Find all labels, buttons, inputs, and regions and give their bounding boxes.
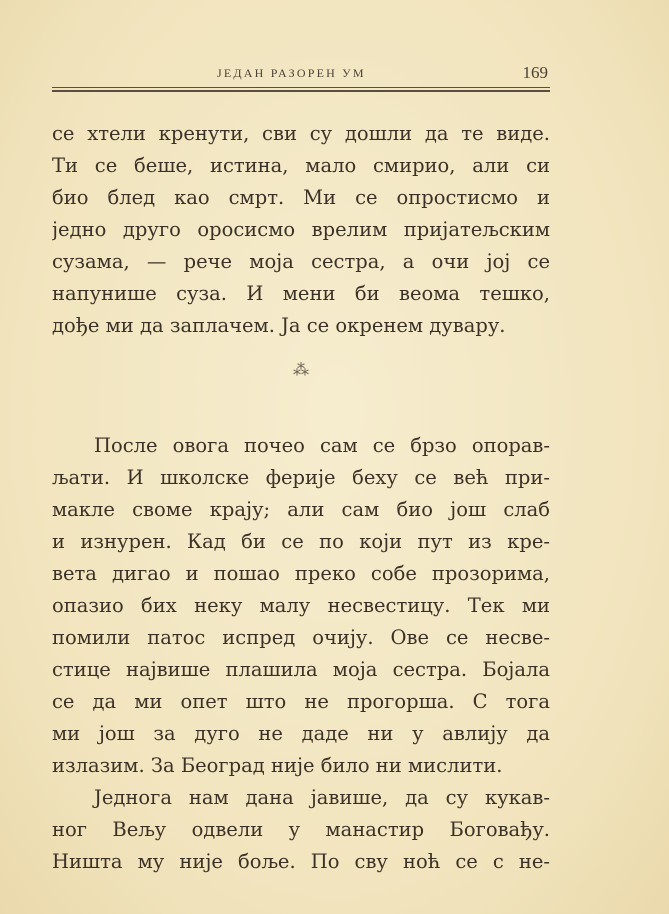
- section-separator: ⁂: [293, 360, 309, 379]
- text-line: ног Вељу одвели у манастир Боговађу.: [52, 818, 550, 841]
- text-line: сузама, — рече моја сестра, а очи јој се: [52, 250, 550, 273]
- text-line: вета дигао и пошао преко собе прозорима,: [52, 562, 550, 585]
- text-line: помили патос испред очију. Ове се несве-: [52, 626, 550, 649]
- paragraph-continued: [52, 118, 550, 342]
- text-line: опазио бих неку малу несвестицу. Тек ми: [52, 594, 550, 617]
- page-number: 169: [522, 63, 548, 82]
- running-title: ЈЕДАН РАЗОРЕН УМ: [217, 66, 366, 80]
- text-line: стице највише плашила моја сестра. Бојала: [52, 658, 550, 681]
- text-line: једно друго оросисмо врелим пријатељским: [52, 218, 550, 241]
- text-line: био блед као смрт. Ми се опростисмо и: [52, 186, 550, 209]
- text-line: се хтели кренути, сви су дошли да те виде.: [52, 122, 550, 145]
- text-line: напунише суза. И мени би веома тешко,: [52, 282, 550, 305]
- text-line: ми још за дуго не даде ни у авлију да: [52, 722, 550, 745]
- text-line: Ти се беше, истина, мало смирио, али си: [52, 154, 550, 177]
- paragraph-velja: [52, 782, 550, 878]
- header-rule-thick: [52, 90, 550, 92]
- running-head: [52, 63, 548, 85]
- header-rule-thin: [52, 87, 550, 88]
- text-line: Ништа му није боље. По сву ноћ се с не-: [52, 850, 550, 873]
- text-line: После овога почео сам се брзо опорав-: [94, 434, 550, 457]
- text-line: се да ми опет што не прогорша. С тога: [52, 690, 550, 713]
- paragraph-recovery: [52, 430, 550, 782]
- text-line: излазим. За Београд није било ни мислити.: [52, 754, 503, 777]
- text-line: дође ми да заплачем. Ја се окренем дувару.: [52, 314, 506, 337]
- text-line: Једнога нам дана јавише, да су кукав-: [94, 786, 550, 809]
- body-text: [52, 118, 550, 878]
- text-line: љати. И школске ферије беху се већ при-: [52, 466, 550, 489]
- text-line: и изнурен. Кад би се по који пут из кре-: [52, 530, 550, 553]
- text-line: макле своме крају; али сам био још слаб: [52, 498, 550, 521]
